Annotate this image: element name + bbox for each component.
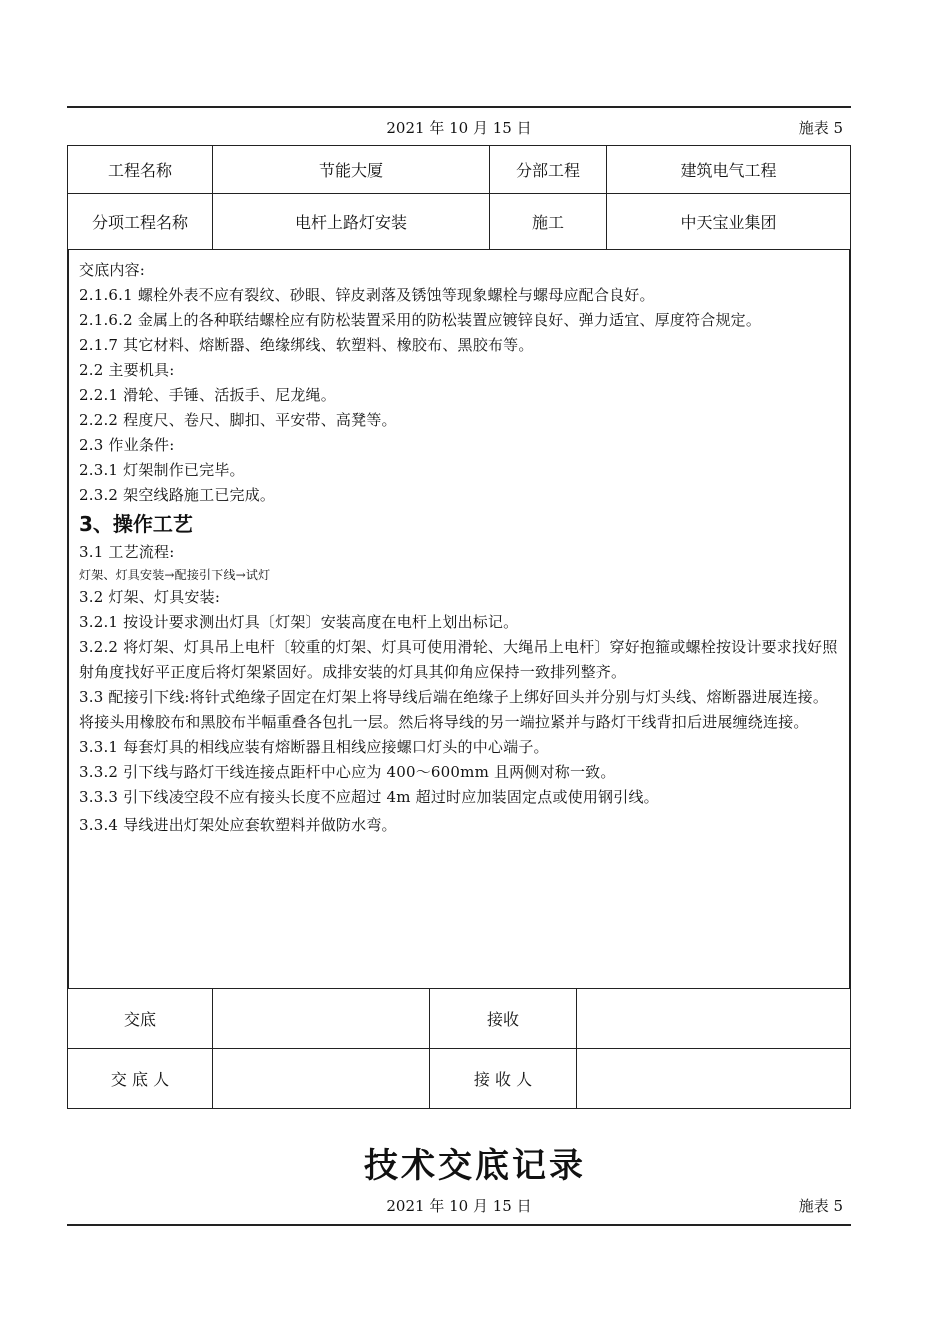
- content-line: 2.2.1 滑轮、手锤、活扳手、尼龙绳。: [79, 386, 336, 404]
- content-line: 3.3.4 导线进出灯架处应套软塑料并做防水弯。: [79, 816, 397, 834]
- document-title: 技术交底记录: [364, 1146, 586, 1186]
- content-line: 交底内容:: [79, 261, 146, 279]
- content-line: 2.3.1 灯架制作已完毕。: [79, 461, 245, 479]
- content-line: 2.1.6.2 金属上的各种联结螺栓应有防松装置采用的防松装置应镀锌良好、弹力适宜、厚度符合规定。: [79, 311, 762, 329]
- content-line: 2.3.2 架空线路施工已完成。: [79, 486, 276, 504]
- process-flow: 灯架、灯具安装→配接引下线→试灯: [79, 568, 271, 582]
- subitem-label: 分项工程名称: [68, 194, 213, 250]
- bottom-rule: [67, 1224, 851, 1226]
- content-line: 2.1.7 其它材料、熔断器、绝缘绑线、软塑料、橡胶布、黑胶布等。: [79, 336, 534, 354]
- handover-label: 交底: [68, 989, 213, 1049]
- form-number: 施表 5: [798, 119, 843, 137]
- handover-person-field[interactable]: [213, 1049, 430, 1109]
- division-value: 建筑电气工程: [607, 146, 851, 194]
- content-line: 3.3.2 引下线与路灯干线连接点距杆中心应为 400～600mm 且两侧对称一致。: [79, 763, 616, 781]
- content-line: 2.3 作业条件:: [79, 436, 175, 454]
- signature-table: [67, 988, 851, 1109]
- receive-person-label: 接 收 人: [430, 1049, 577, 1109]
- project-info-table: [67, 145, 851, 250]
- top-rule: [67, 106, 851, 108]
- content-line: 3.3.1 每套灯具的相线应装有熔断器且相线应接螺口灯头的中心端子。: [79, 738, 549, 756]
- handover-field[interactable]: [213, 989, 430, 1049]
- footer-date-bar: [67, 1195, 851, 1217]
- record-date: 2021 年 10 月 15 日: [386, 119, 532, 137]
- content-line: 3.2.1 按设计要求测出灯具〔灯架〕安装高度在电杆上划出标记。: [79, 613, 519, 631]
- handover-person-label: 交 底 人: [68, 1049, 213, 1109]
- content-paragraph: 3.2.2 将灯架、灯具吊上电杆〔较重的灯架、灯具可使用滑轮、大绳吊上电杆〕穿好抱箍或螺栓按设计要求找好照射角度找好平正度后将灯架紧固好。成排安装的灯具其仰角应保持一致排列整齐。: [79, 638, 838, 681]
- footer-form-number: 施表 5: [798, 1197, 843, 1215]
- project-name-value: 节能大厦: [213, 146, 490, 194]
- project-name-label: 工程名称: [68, 146, 213, 194]
- content-line: 3.2 灯架、灯具安装:: [79, 588, 221, 606]
- subitem-value: 电杆上路灯安装: [213, 194, 490, 250]
- content-line: 2.2.2 程度尺、卷尺、脚扣、平安带、高凳等。: [79, 411, 397, 429]
- content-line: 3.1 工艺流程:: [79, 543, 175, 561]
- footer-date: 2021 年 10 月 15 日: [386, 1197, 532, 1215]
- content-line: 3.3.3 引下线凌空段不应有接头长度不应超过 4m 超过时应加装固定点或使用钢引线。: [79, 788, 659, 806]
- receive-person-field[interactable]: [577, 1049, 851, 1109]
- handover-content: [67, 250, 851, 988]
- construction-label: 施工: [490, 194, 607, 250]
- section-heading: 3、操作工艺: [79, 512, 193, 536]
- content-line: 2.2 主要机具:: [79, 361, 175, 379]
- content-line: 2.1.6.1 螺栓外表不应有裂纹、砂眼、锌皮剥落及锈蚀等现象螺栓与螺母应配合良好。: [79, 286, 655, 304]
- receive-field[interactable]: [577, 989, 851, 1049]
- content-paragraph: 3.3 配接引下线:将针式绝缘子固定在灯架上将导线后端在绝缘子上绑好回头并分别与灯头线、熔断器进展连接。将接头用橡胶布和黑胶布半幅重叠各包扎一层。然后将导线的另一端拉紧并与路灯干线背扣后进展缠绕连接。: [79, 688, 829, 731]
- top-date-bar: [67, 117, 851, 139]
- receive-label: 接收: [430, 989, 577, 1049]
- construction-value: 中天宝业集团: [607, 194, 851, 250]
- division-label: 分部工程: [490, 146, 607, 194]
